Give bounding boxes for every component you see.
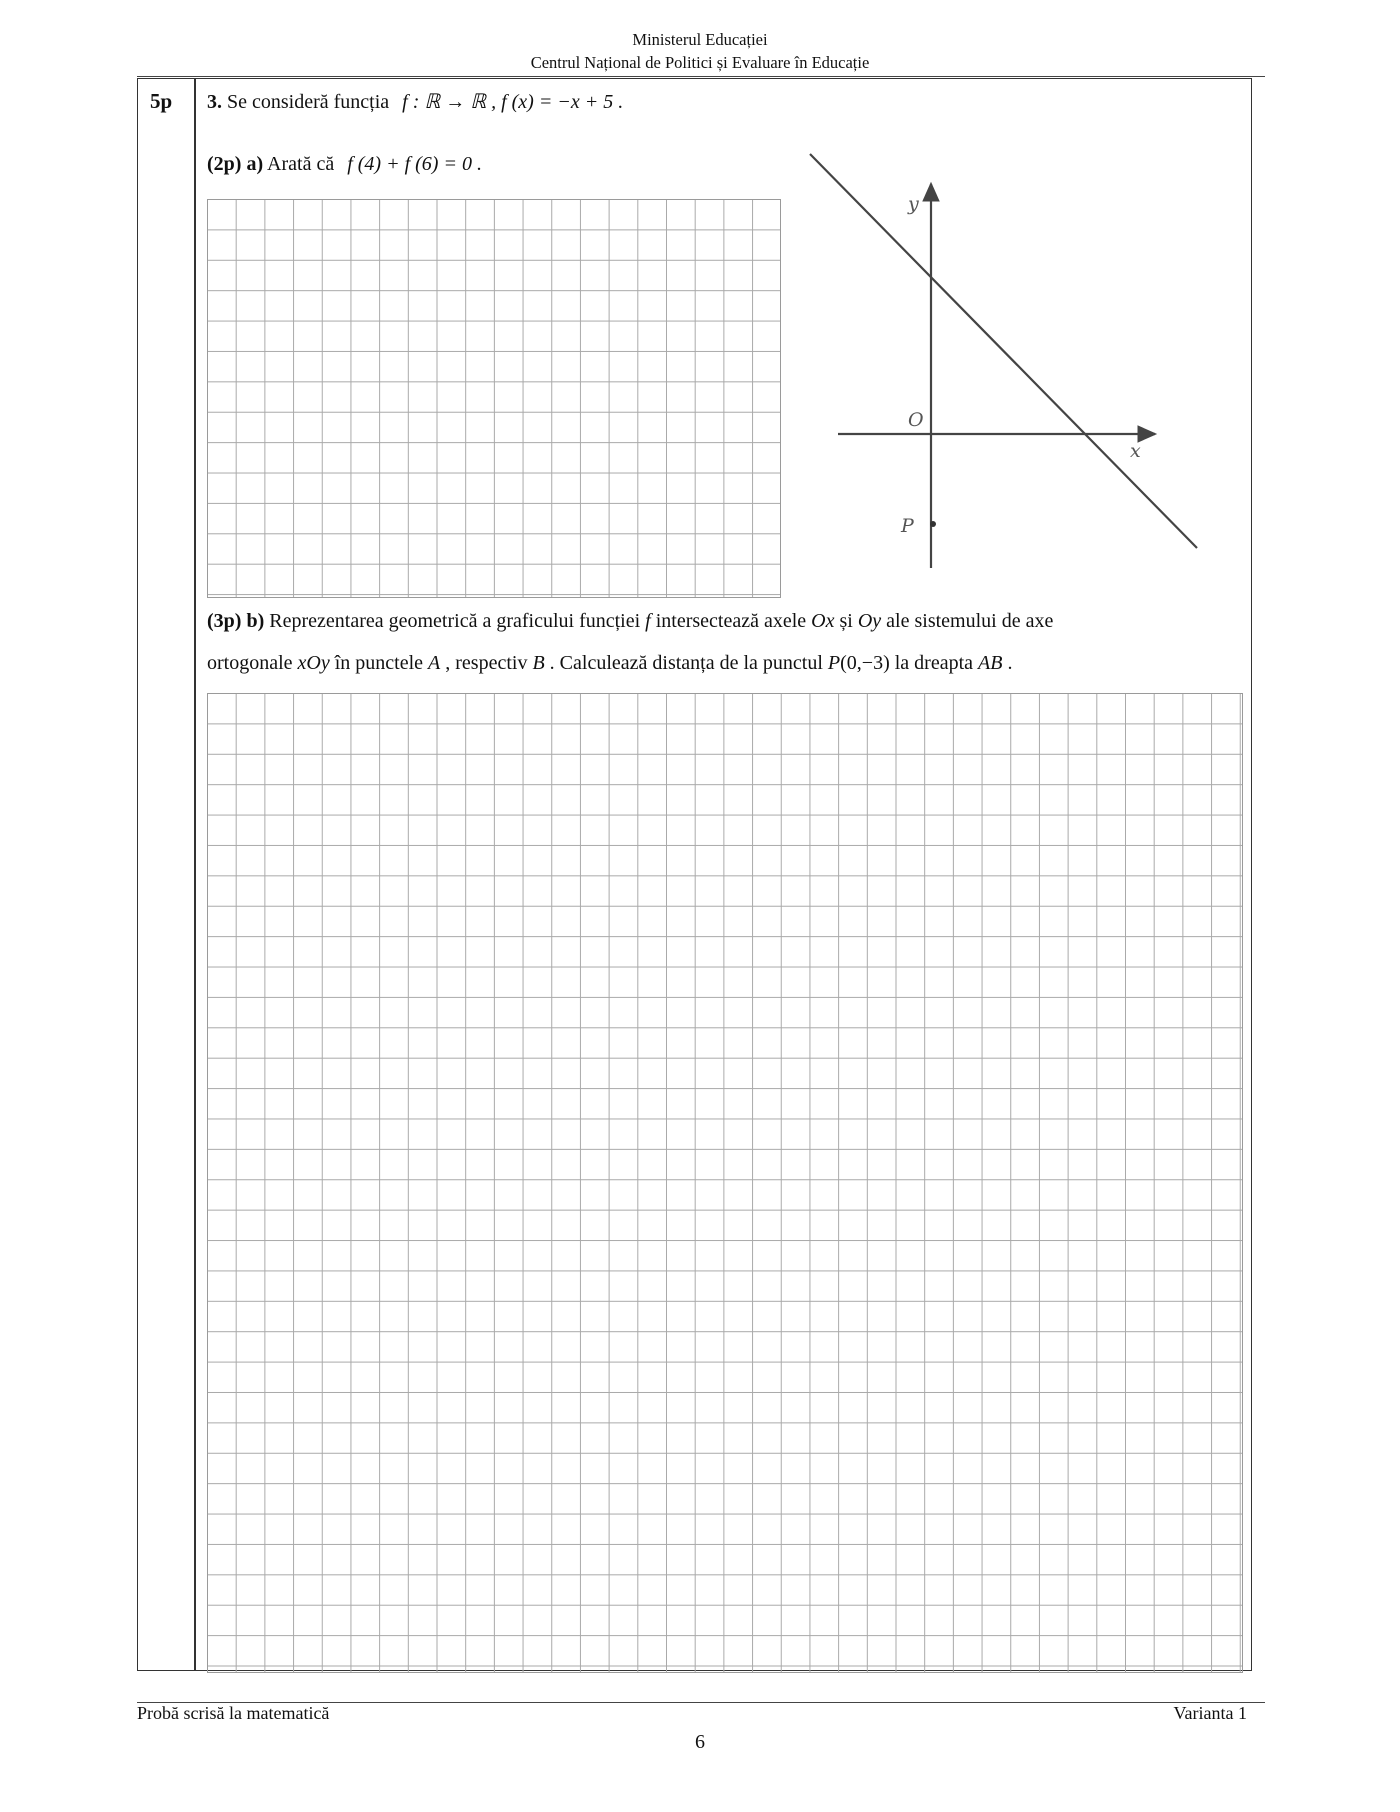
header-ministry: Ministerul Educației [632,30,768,49]
graph-line [810,154,1197,548]
b-line2-run-3: A [428,652,441,674]
problem-intro: Se consideră funcția [227,91,390,113]
part-b-line2 [207,650,1012,676]
points-column-separator [194,78,196,1671]
header-center: Centrul Național de Politici și Evaluare în Educație [530,53,870,72]
origin-label: O [908,409,924,431]
x-axis-label: x [1130,440,1141,462]
part-b-points: (3p) [207,610,242,632]
footer-exam-title: Probă scrisă la matematică [137,1703,330,1723]
answer-grid-b[interactable] [207,693,1243,1673]
part-b-letter: b) [246,610,265,632]
part-a-points: (2p) [207,153,242,175]
b-line2-run-2: în punctele [329,652,429,674]
graph-figure [800,148,1200,588]
footer-variant: Varianta 1 [1173,1703,1247,1723]
problem-statement [207,89,623,115]
part-b-line1 [207,608,1053,634]
b-line1-run-4: și [834,610,858,632]
header-rule [137,76,1265,77]
b-line1-run-1: f [645,610,651,632]
b-line2-run-4: , respectiv [440,652,533,674]
b-line2-run-6: . Calculează distanța de la punctul [544,652,828,674]
b-line2-run-5: B [532,652,545,674]
b-line1-run-2: intersectează axele [650,610,812,632]
points-label: 5p [150,89,173,113]
part-a-statement [207,151,482,177]
function-definition: f : ℝ → ℝ , f (x) = −x + 5 . [402,91,624,113]
page-number: 6 [695,1731,705,1753]
b-line1-run-6: ale sistemului de axe [881,610,1054,632]
b-line2-run-7: P [827,652,841,674]
b-line2-run-8: (0,−3) [840,652,890,674]
y-axis-label: y [908,193,919,215]
answer-grid-a[interactable] [207,199,781,598]
b-line2-run-1: xOy [297,652,330,674]
part-a-formula: f (4) + f (6) = 0 . [347,153,482,175]
part-b-text-line2 [207,652,1012,674]
b-line2-run-9: la dreapta [889,652,979,674]
b-line2-run-10: AB [978,652,1003,674]
part-a-letter: a) [246,153,264,175]
b-line2-run-0: ortogonale [207,652,298,674]
b-line1-run-5: Oy [857,610,882,632]
b-line1-run-3: Ox [811,610,835,632]
part-a-text: Arată că [267,153,335,175]
problem-number: 3. [207,91,222,113]
part-b-text-line1 [269,610,1053,632]
b-line2-run-11: . [1002,652,1013,674]
point-p-marker [930,521,936,527]
b-line1-run-0: Reprezentarea geometrică a graficului funcției [269,610,646,632]
point-p-label: P [901,515,914,537]
